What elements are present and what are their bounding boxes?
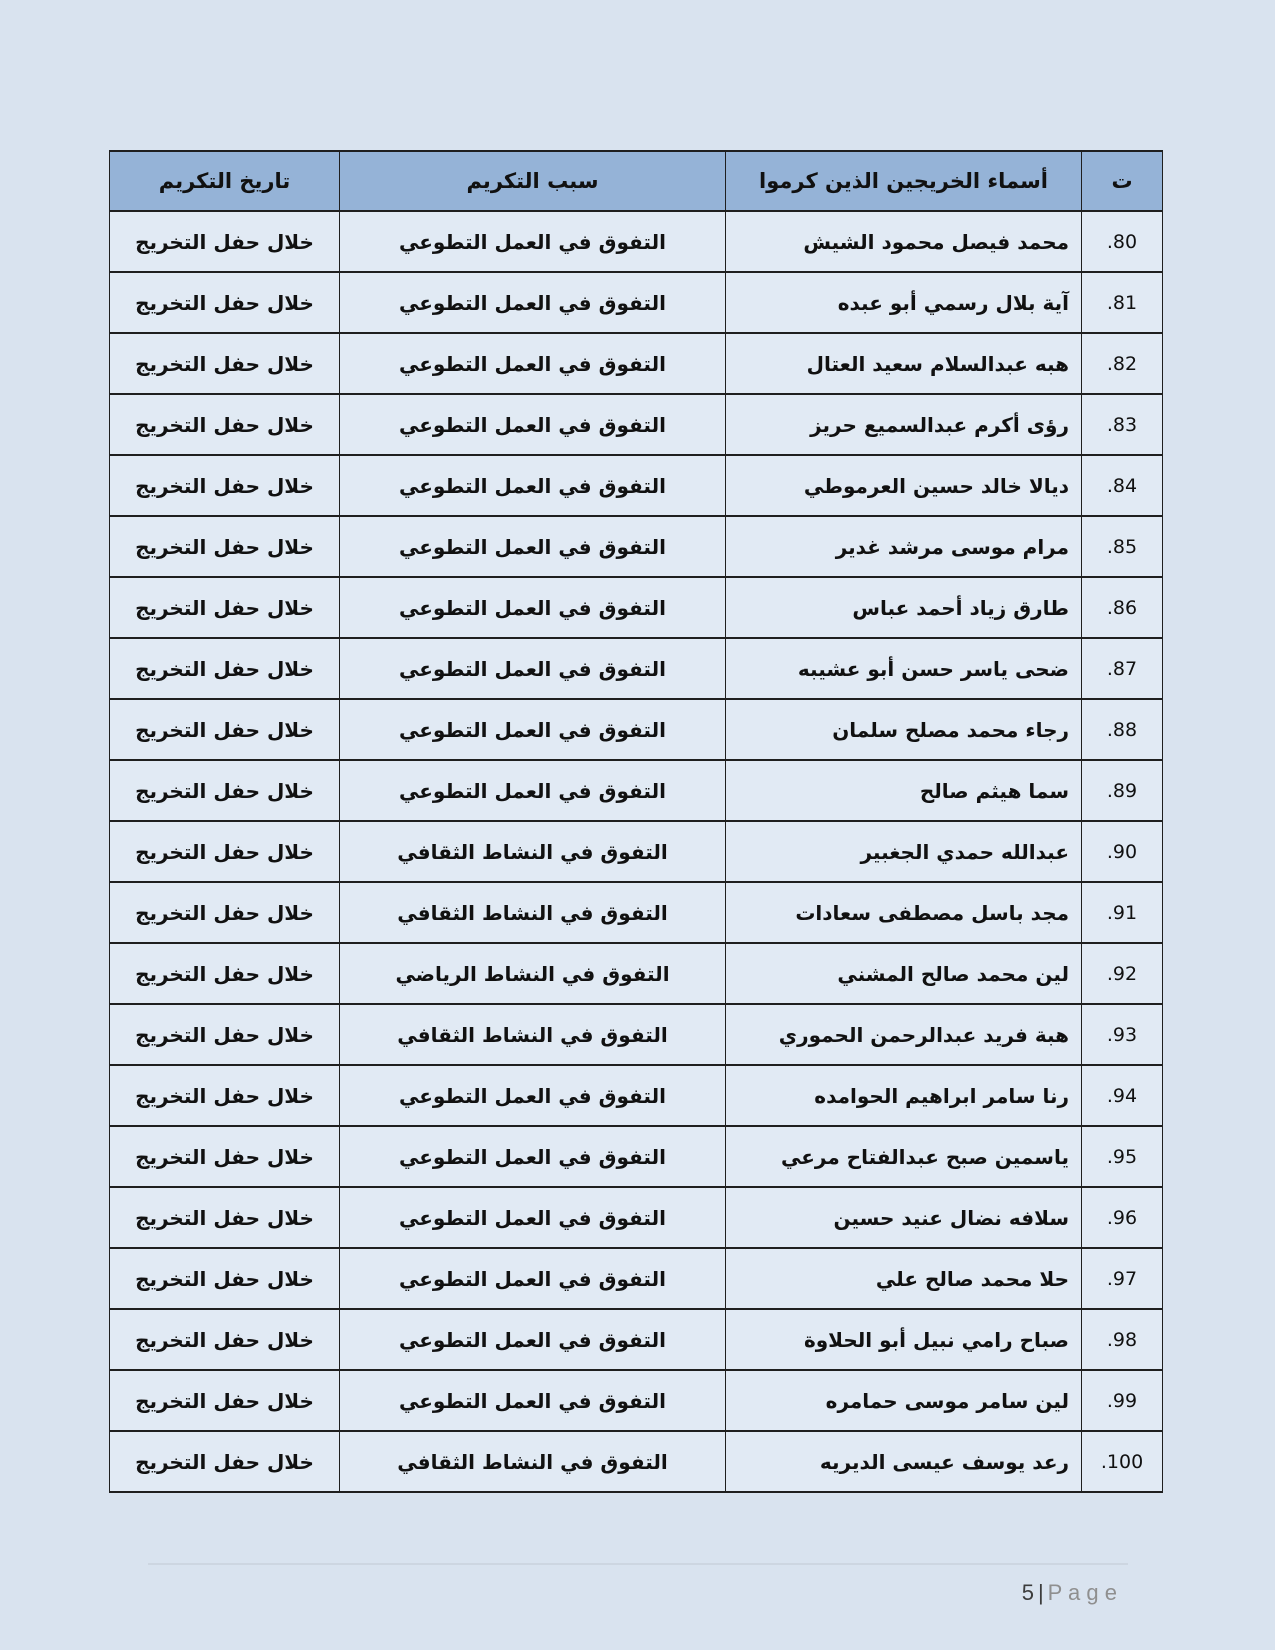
table-row <box>110 577 1163 638</box>
honor-reason: التفوق في العمل التطوعي <box>340 577 726 638</box>
graduate-name: رعد يوسف عيسى الديريه <box>726 1431 1082 1492</box>
honor-date: خلال حفل التخريج <box>110 272 340 333</box>
row-number: 81. <box>1082 272 1163 333</box>
honor-reason: التفوق في العمل التطوعي <box>340 699 726 760</box>
graduate-name: رؤى أكرم عبدالسميع حريز <box>726 394 1082 455</box>
honor-reason: التفوق في العمل التطوعي <box>340 211 726 272</box>
honor-reason: التفوق في العمل التطوعي <box>340 1370 726 1431</box>
row-number: 98. <box>1082 1309 1163 1370</box>
honor-date: خلال حفل التخريج <box>110 1187 340 1248</box>
row-number: 84. <box>1082 455 1163 516</box>
graduate-name: لين سامر موسى حمامره <box>726 1370 1082 1431</box>
table-row <box>110 394 1163 455</box>
graduate-name: هبه عبدالسلام سعيد العتال <box>726 333 1082 394</box>
table-row <box>110 1065 1163 1126</box>
row-number: 94. <box>1082 1065 1163 1126</box>
graduate-name: ياسمين صبح عبدالفتاح مرعي <box>726 1126 1082 1187</box>
table-row <box>110 760 1163 821</box>
header-honor-date: تاريخ التكريم <box>110 151 340 211</box>
row-number: 95. <box>1082 1126 1163 1187</box>
header-graduate-names: أسماء الخريجين الذين كرموا <box>726 151 1082 211</box>
graduate-name: ديالا خالد حسين العرموطي <box>726 455 1082 516</box>
honor-date: خلال حفل التخريج <box>110 638 340 699</box>
honor-date: خلال حفل التخريج <box>110 943 340 1004</box>
honor-reason: التفوق في العمل التطوعي <box>340 516 726 577</box>
honor-reason: التفوق في العمل التطوعي <box>340 1187 726 1248</box>
honor-date: خلال حفل التخريج <box>110 1126 340 1187</box>
honor-reason: التفوق في العمل التطوعي <box>340 1309 726 1370</box>
graduate-name: طارق زياد أحمد عباس <box>726 577 1082 638</box>
honor-reason: التفوق في العمل التطوعي <box>340 1065 726 1126</box>
honor-reason: التفوق في النشاط الثقافي <box>340 1431 726 1492</box>
graduate-name: رنا سامر ابراهيم الحوامده <box>726 1065 1082 1126</box>
graduate-name: مجد باسل مصطفى سعادات <box>726 882 1082 943</box>
row-number: 91. <box>1082 882 1163 943</box>
row-number: 87. <box>1082 638 1163 699</box>
honor-reason: التفوق في العمل التطوعي <box>340 333 726 394</box>
row-number: 96. <box>1082 1187 1163 1248</box>
honor-date: خلال حفل التخريج <box>110 760 340 821</box>
honor-date: خلال حفل التخريج <box>110 455 340 516</box>
honor-date: خلال حفل التخريج <box>110 1248 340 1309</box>
graduate-name: حلا محمد صالح علي <box>726 1248 1082 1309</box>
honor-date: خلال حفل التخريج <box>110 1431 340 1492</box>
row-number: 86. <box>1082 577 1163 638</box>
honor-reason: التفوق في العمل التطوعي <box>340 1248 726 1309</box>
row-number: 92. <box>1082 943 1163 1004</box>
footer-page-word: P a g e <box>1047 1580 1117 1605</box>
footer-divider <box>148 1563 1128 1565</box>
graduate-name: محمد فيصل محمود الشيش <box>726 211 1082 272</box>
table-row <box>110 1126 1163 1187</box>
honor-reason: التفوق في العمل التطوعي <box>340 272 726 333</box>
honor-date: خلال حفل التخريج <box>110 516 340 577</box>
row-number: 83. <box>1082 394 1163 455</box>
honor-date: خلال حفل التخريج <box>110 821 340 882</box>
honor-reason: التفوق في النشاط الثقافي <box>340 821 726 882</box>
honor-date: خلال حفل التخريج <box>110 1370 340 1431</box>
graduate-name: سلافه نضال عنيد حسين <box>726 1187 1082 1248</box>
honor-reason: التفوق في النشاط الرياضي <box>340 943 726 1004</box>
row-number: 90. <box>1082 821 1163 882</box>
table-row <box>110 333 1163 394</box>
table-row <box>110 455 1163 516</box>
honor-date: خلال حفل التخريج <box>110 699 340 760</box>
table-header-row <box>110 151 1163 211</box>
table-row <box>110 1004 1163 1065</box>
row-number: 80. <box>1082 211 1163 272</box>
honor-reason: التفوق في العمل التطوعي <box>340 394 726 455</box>
graduate-name: هبة فريد عبدالرحمن الحموري <box>726 1004 1082 1065</box>
table-row <box>110 211 1163 272</box>
table-row <box>110 821 1163 882</box>
graduate-name: آية بلال رسمي أبو عبده <box>726 272 1082 333</box>
page-footer <box>1022 1580 1117 1606</box>
graduate-name: مرام موسى مرشد غدير <box>726 516 1082 577</box>
table-row <box>110 1309 1163 1370</box>
graduate-name: سما هيثم صالح <box>726 760 1082 821</box>
honor-reason: التفوق في العمل التطوعي <box>340 760 726 821</box>
footer-separator: | <box>1037 1580 1044 1605</box>
row-number: 100. <box>1082 1431 1163 1492</box>
honor-date: خلال حفل التخريج <box>110 1309 340 1370</box>
page-number: 5 <box>1021 1580 1034 1605</box>
honor-date: خلال حفل التخريج <box>110 211 340 272</box>
table-row <box>110 638 1163 699</box>
row-number: 88. <box>1082 699 1163 760</box>
honor-reason: التفوق في النشاط الثقافي <box>340 882 726 943</box>
honor-date: خلال حفل التخريج <box>110 1065 340 1126</box>
honor-date: خلال حفل التخريج <box>110 882 340 943</box>
header-honor-reason: سبب التكريم <box>340 151 726 211</box>
row-number: 85. <box>1082 516 1163 577</box>
graduate-name: لين محمد صالح المشني <box>726 943 1082 1004</box>
row-number: 99. <box>1082 1370 1163 1431</box>
honor-reason: التفوق في العمل التطوعي <box>340 1126 726 1187</box>
table-row <box>110 699 1163 760</box>
row-number: 93. <box>1082 1004 1163 1065</box>
honored-graduates-table <box>109 150 1163 1493</box>
honor-date: خلال حفل التخريج <box>110 1004 340 1065</box>
row-number: 89. <box>1082 760 1163 821</box>
table-row <box>110 882 1163 943</box>
row-number: 82. <box>1082 333 1163 394</box>
table-row <box>110 1248 1163 1309</box>
table-row <box>110 1187 1163 1248</box>
graduate-name: عبدالله حمدي الجغبير <box>726 821 1082 882</box>
table-row <box>110 943 1163 1004</box>
graduate-name: رجاء محمد مصلح سلمان <box>726 699 1082 760</box>
honor-reason: التفوق في العمل التطوعي <box>340 638 726 699</box>
honor-reason: التفوق في العمل التطوعي <box>340 455 726 516</box>
table-row <box>110 516 1163 577</box>
header-number: ت <box>1082 151 1163 211</box>
row-number: 97. <box>1082 1248 1163 1309</box>
graduate-name: ضحى ياسر حسن أبو عشيبه <box>726 638 1082 699</box>
honor-reason: التفوق في النشاط الثقافي <box>340 1004 726 1065</box>
graduate-name: صباح رامي نبيل أبو الحلاوة <box>726 1309 1082 1370</box>
table-row <box>110 1431 1163 1492</box>
table-row <box>110 1370 1163 1431</box>
honor-date: خلال حفل التخريج <box>110 333 340 394</box>
honor-date: خلال حفل التخريج <box>110 394 340 455</box>
table-row <box>110 272 1163 333</box>
honor-date: خلال حفل التخريج <box>110 577 340 638</box>
